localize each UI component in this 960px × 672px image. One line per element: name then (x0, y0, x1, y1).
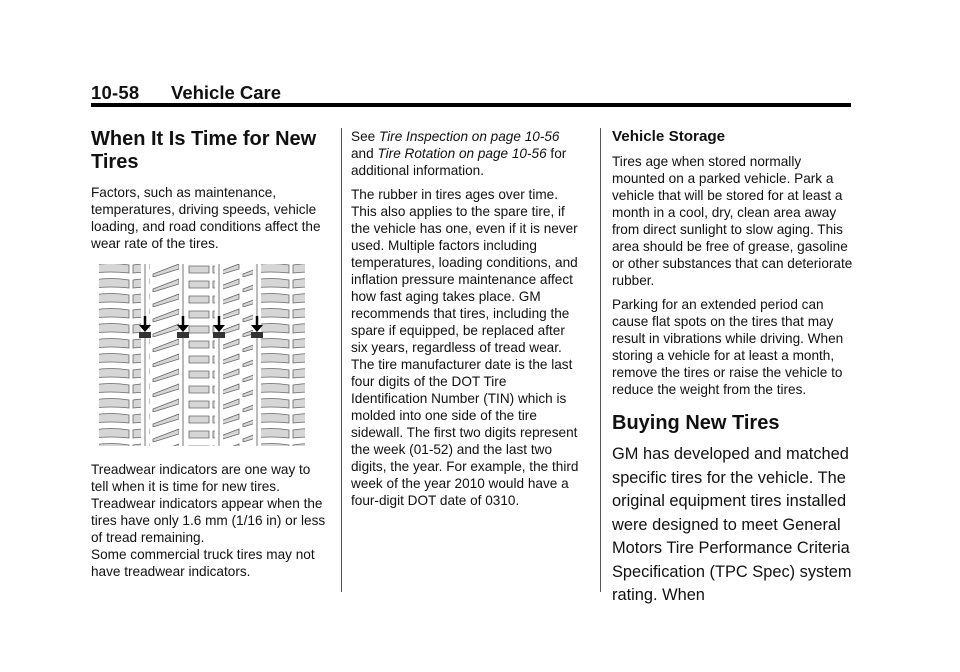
commercial-trucks-note: Some commercial truck tires may not have treadwear indicators. (91, 547, 315, 579)
column-divider-1 (341, 128, 342, 592)
see-mid: and (351, 146, 378, 161)
column-3 (612, 128, 856, 615)
storage-paragraph-2: Parking for an extended period can cause flat spots on the tires that may result in vibrations while driving. When storing a vehicle for at least a month, remove the tires or raise the vehicle to reduce the weight from the tires. (612, 297, 844, 397)
tire-inspection-link[interactable]: Tire Inspection on page 10-56 (378, 129, 560, 144)
buying-paragraph: GM has developed and matched specific tires for the vehicle. The original equipment tires installed were designed to meet General Motors Tire Performance Criteria Specification (TPC Spec) system rating. When (612, 445, 852, 604)
vehicle-storage-heading: Vehicle Storage (612, 128, 726, 145)
header-rule (91, 103, 851, 107)
column-2 (351, 128, 583, 516)
new-tires-heading: When It Is Time for New Tires (91, 128, 317, 173)
see-also-paragraph (351, 128, 583, 179)
tire-tread-illustration (91, 262, 321, 448)
storage-paragraph-1: Tires age when stored normally mounted on a parked vehicle. Park a vehicle that will be stored for at least a month in a cool, dry, clean area away from direct sunlight to slow aging. This area should be free of grease, gasoline or other substances that can deteriorate rubber. (612, 154, 853, 288)
buying-new-tires-heading: Buying New Tires (612, 412, 780, 434)
section-title: Vehicle Care (171, 82, 282, 103)
intro-paragraph: Factors, such as maintenance, temperatures, driving speeds, vehicle loading, and road conditions affect the wear rate of the tires. (91, 185, 321, 251)
page-number: 10-58 (91, 82, 140, 103)
tire-rotation-link[interactable]: Tire Rotation on page 10-56 (377, 146, 547, 161)
see-prefix: See (351, 129, 379, 144)
see-suffix: for additional information. (351, 146, 567, 178)
column-divider-2 (600, 128, 601, 592)
treadwear-indicator-figure (91, 262, 321, 448)
column-1 (91, 128, 331, 579)
treadwear-paragraph: Treadwear indicators are one way to tell when it is time for new tires. Treadwear indicators appear when the tires have only 1.6 mm (1/16 in) or less of tread remaining. (91, 462, 326, 545)
tire-aging-paragraph: The rubber in tires ages over time. This also applies to the spare tire, if the vehicle has one, even if it is never used. Multiple factors including temperatures, loading conditions, and inflation pressure maintenance affect how fast aging takes place. GM recommends that tires, including the spare if equipped, be replaced after six years, regardless of tread wear. The tire manufacturer date is the last four digits of the DOT Tire Identification Number (TIN) which is molded into one side of the tire sidewall. The first two digits represent the week (01-52) and the last two digits, the year. For example, the third week of the year 2010 would have a four-digit DOT date of 0310. (351, 187, 579, 508)
